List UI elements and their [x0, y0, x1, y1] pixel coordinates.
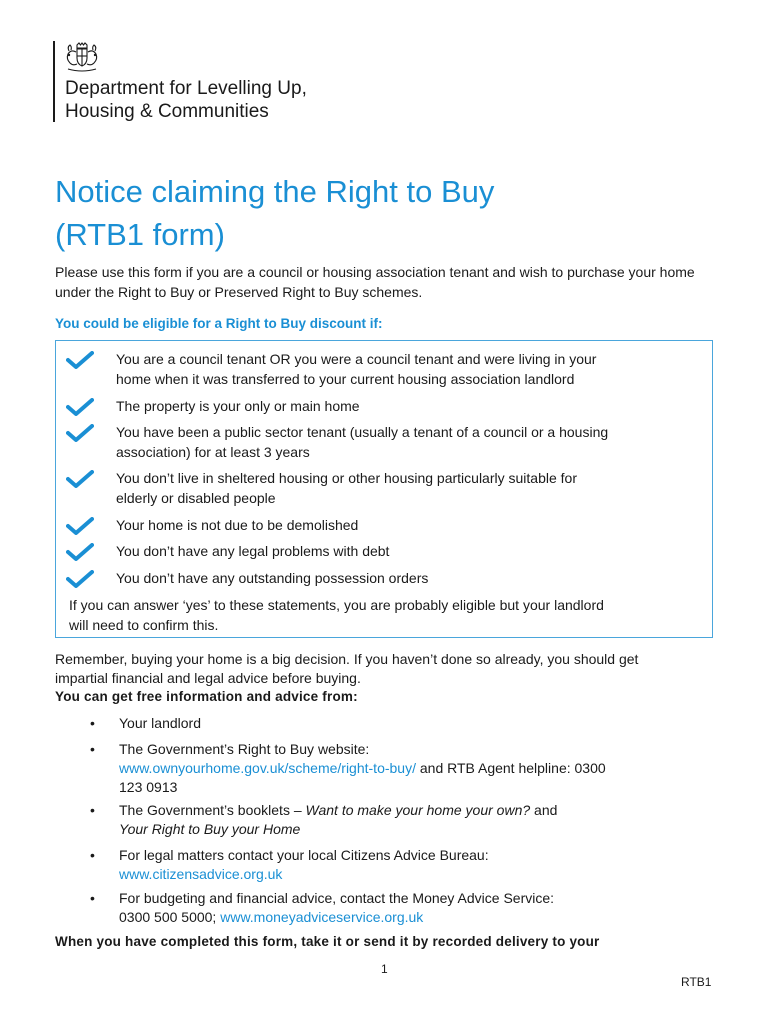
- checkmark-icon: [66, 424, 94, 442]
- right-to-buy-website-link[interactable]: www.ownyourhome.gov.uk/scheme/right-to-buy/: [119, 760, 416, 776]
- booklet-title: Want to make your home your own?: [305, 802, 531, 818]
- eligibility-note-line: will need to confirm this.: [69, 617, 219, 633]
- booklets-text: The Government’s booklets –: [119, 802, 306, 818]
- page-title: [55, 170, 494, 256]
- list-item-text: [119, 740, 679, 797]
- eligibility-item-text: [116, 515, 676, 535]
- list-item-text: [119, 846, 679, 884]
- checkmark-icon: [66, 351, 94, 369]
- form-code: RTB1: [681, 975, 712, 989]
- submission-heading: When you have completed this form, take it or send it by recorded delivery to your: [55, 934, 600, 949]
- checkmark-icon: [66, 470, 94, 488]
- remember-line: Remember, buying your home is a big decision. If you haven’t done so already, you should get: [55, 651, 639, 667]
- eligibility-note-line: If you can answer ‘yes’ to these statements, you are probably eligible but your landlord: [69, 597, 604, 613]
- eligibility-box: [55, 340, 713, 638]
- list-item-line: [119, 908, 679, 927]
- page-title-line2: (RTB1 form): [55, 217, 225, 252]
- list-item-line: [119, 759, 679, 778]
- eligibility-item-line: Your home is not due to be demolished: [116, 517, 359, 533]
- eligibility-item-line: elderly or disabled people: [116, 490, 276, 506]
- eligibility-item-line: You don’t have any outstanding possession orders: [116, 570, 429, 586]
- list-item-text: Your landlord: [119, 715, 201, 731]
- list-item-line: [119, 801, 679, 820]
- booklet-title: Your Right to Buy your Home: [119, 821, 301, 837]
- money-advice-link[interactable]: www.moneyadviceservice.org.uk: [220, 909, 424, 925]
- eligibility-item-text: [116, 568, 676, 588]
- checkmark-icon: [66, 398, 94, 416]
- eligibility-item-text: [116, 541, 676, 561]
- list-item-line: 123 0913: [119, 779, 178, 795]
- department-name-line1: Department for Levelling Up,: [65, 78, 307, 99]
- eligibility-item-line: association) for at least 3 years: [116, 444, 310, 460]
- eligibility-item-line: You don’t live in sheltered housing or other housing particularly suitable for: [116, 470, 577, 486]
- list-item-line: The Government’s Right to Buy website:: [119, 741, 370, 757]
- eligibility-item-text: [116, 468, 676, 508]
- eligibility-note: [69, 595, 689, 635]
- helpline-text: and RTB Agent helpline: 0300: [415, 760, 606, 776]
- eligibility-item-text: [116, 396, 676, 416]
- list-item-text: [119, 889, 679, 927]
- royal-coat-of-arms-icon: [63, 42, 101, 72]
- list-item-text: [119, 801, 679, 839]
- phone-number: 0300 500 5000;: [119, 909, 221, 925]
- remember-line: impartial financial and legal advice before buying.: [55, 670, 361, 686]
- eligibility-item-line: The property is your only or main home: [116, 398, 360, 414]
- bullet-icon: •: [90, 715, 95, 731]
- checkmark-icon: [66, 517, 94, 535]
- remember-paragraph: [55, 650, 725, 688]
- eligibility-item-line: home when it was transferred to your current housing association landlord: [116, 371, 575, 387]
- checkmark-icon: [66, 543, 94, 561]
- bullet-icon: •: [90, 802, 95, 818]
- intro-paragraph: Please use this form if you are a council or housing association tenant and wish to purchase your home under the Right to Buy or Preserved Right to Buy schemes.: [55, 264, 695, 300]
- checkmark-icon: [66, 570, 94, 588]
- bullet-icon: •: [90, 741, 95, 757]
- department-name-line2: Housing & Communities: [65, 101, 269, 122]
- list-item-line: For budgeting and financial advice, contact the Money Advice Service:: [119, 890, 555, 906]
- bullet-icon: •: [90, 847, 95, 863]
- citizens-advice-link[interactable]: www.citizensadvice.org.uk: [119, 866, 283, 882]
- list-item-line: [119, 865, 679, 884]
- eligibility-item-text: [116, 422, 676, 462]
- department-name: [65, 77, 307, 123]
- eligibility-item-line: You have been a public sector tenant (usually a tenant of a council or a housing: [116, 424, 609, 440]
- list-item-line: For legal matters contact your local Citizens Advice Bureau:: [119, 847, 489, 863]
- bullet-icon: •: [90, 890, 95, 906]
- eligibility-item-line: You don’t have any legal problems with debt: [116, 543, 390, 559]
- eligibility-item-line: You are a council tenant OR you were a council tenant and were living in your: [116, 351, 597, 367]
- booklets-text: and: [530, 802, 558, 818]
- logo-divider: [53, 41, 55, 122]
- advice-heading: You can get free information and advice from:: [55, 689, 358, 704]
- page-title-line1: Notice claiming the Right to Buy: [55, 174, 495, 209]
- eligibility-item-text: [116, 349, 676, 389]
- page-number: 1: [381, 962, 388, 976]
- eligibility-heading: You could be eligible for a Right to Buy discount if:: [55, 316, 383, 331]
